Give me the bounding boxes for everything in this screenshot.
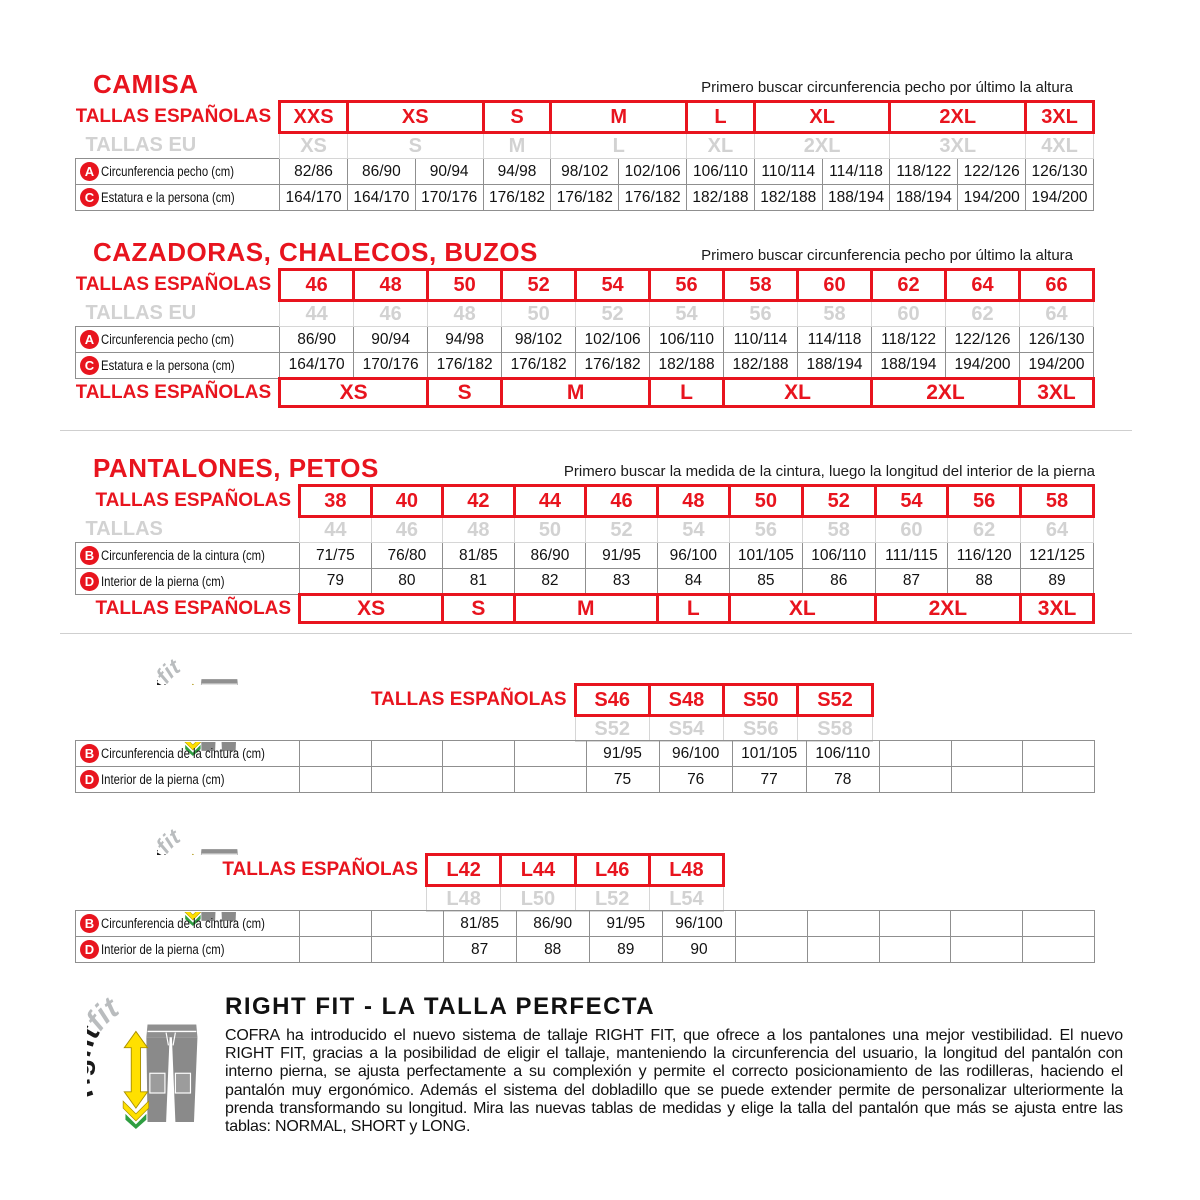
size-es-52: 52 [802,486,875,517]
value-cell: 122/126 [946,327,1020,353]
size-es-58: 58 [1021,486,1094,517]
empty-cell [736,937,808,963]
size-eu-48: 48 [443,517,515,543]
size-es-64: 64 [946,270,1020,301]
value-cell: 81 [443,569,515,595]
section-cazadoras [75,236,1095,408]
empty-cell [879,911,951,937]
value-cell: 81/85 [443,543,515,569]
empty-cell [951,741,1023,767]
value-cell: 81/85 [443,911,516,937]
section-divider [60,633,1132,634]
value-cell: 164/170 [347,185,415,211]
size-es-46: 46 [586,486,658,517]
empty-cell [514,767,586,793]
value-cell: 86/90 [516,911,589,937]
value-cell: 194/200 [1019,353,1093,379]
rightfit-heading: RIGHT FIT - LA TALLA PERFECTA [225,993,656,1020]
row-badge-c-icon: C [80,356,99,375]
size-eu-62: 62 [946,301,1020,327]
row-badge-a-icon: A [80,162,99,181]
size-eu-50: 50 [502,301,576,327]
camisa-title: CAMISA [93,69,199,99]
spanish-sizes-label: TALLAS ESPAÑOLAS [76,486,300,517]
value-cell: 126/130 [1026,159,1094,185]
size-eu-S: S [347,133,483,159]
size-es-52: 52 [502,270,576,301]
value-cell: 164/170 [280,185,348,211]
size-letter-M: M [514,595,657,623]
size-es-48: 48 [657,486,729,517]
value-cell: 87 [443,937,516,963]
value-cell: 94/98 [483,159,551,185]
rightfit-logo [87,985,215,1129]
value-cell: 82 [514,569,586,595]
row-label [76,185,280,211]
eu-sizes-label: TALLAS EU [76,301,280,327]
size-eu-S54: S54 [649,716,723,742]
row-badge-c-icon: C [80,188,99,207]
size-eu-58: 58 [802,517,875,543]
size-eu-52: 52 [586,517,658,543]
row-label [76,937,300,963]
empty-cell [807,937,879,963]
size-eu-64: 64 [1019,301,1093,327]
empty-cell [1023,911,1095,937]
size-es-L48: L48 [649,855,723,886]
empty-cell [879,937,951,963]
size-eu-44: 44 [280,301,354,327]
value-cell: 176/182 [551,185,619,211]
value-cell: 106/110 [802,543,875,569]
empty-cell [880,767,952,793]
value-cell: 114/118 [798,327,872,353]
value-cell: 96/100 [657,543,729,569]
value-cell: 77 [732,767,806,793]
section-pantalones [75,452,1095,624]
size-es-XS: XS [347,102,483,133]
empty-cell [736,911,808,937]
row-label [76,543,300,569]
value-cell: 182/188 [724,353,798,379]
spacer-cell [75,886,427,912]
size-eu-56: 56 [724,301,798,327]
size-eu-52: 52 [576,301,650,327]
short-header-table [75,683,874,742]
size-eu-4XL: 4XL [1026,133,1094,159]
empty-cell [443,741,515,767]
size-es-XL: XL [754,102,890,133]
size-es-L44: L44 [501,855,575,886]
spanish-sizes-label: TALLAS ESPAÑOLAS [76,595,300,623]
size-es-54: 54 [576,270,650,301]
value-cell: 114/118 [822,159,890,185]
value-cell: 89 [1021,569,1094,595]
value-cell: 106/110 [806,741,880,767]
row-label [76,353,280,379]
short-table [75,740,1095,793]
size-eu-L: L [551,133,687,159]
value-cell: 90 [662,937,735,963]
value-cell: 106/110 [650,327,724,353]
row-label [76,159,280,185]
size-eu-46: 46 [371,517,443,543]
size-es-S46: S46 [575,685,649,716]
row-badge-d-icon: D [80,940,99,959]
empty-cell [951,937,1023,963]
size-letter-2XL: 2XL [872,379,1020,407]
value-cell: 126/130 [1019,327,1093,353]
value-cell: 176/182 [576,353,650,379]
size-eu-44: 44 [300,517,372,543]
row-badge-d-icon: D [80,572,99,591]
row-label-text: Interior de la pierna (cm) [101,772,225,787]
value-cell: 86/90 [514,543,586,569]
value-cell: 188/194 [798,353,872,379]
size-eu-S56: S56 [724,716,798,742]
value-cell: 76/80 [371,543,443,569]
size-es-56: 56 [650,270,724,301]
empty-cell [1023,937,1095,963]
long-table [75,910,1095,963]
value-cell: 194/200 [946,353,1020,379]
row-label [76,741,300,767]
value-cell: 188/194 [822,185,890,211]
value-cell: 85 [729,569,802,595]
empty-cell [371,937,443,963]
empty-cell [951,767,1023,793]
value-cell: 90/94 [415,159,483,185]
value-cell: 188/194 [872,353,946,379]
value-cell: 86 [802,569,875,595]
value-cell: 80 [371,569,443,595]
camisa-table [75,100,1095,211]
size-letter-XS: XS [280,379,428,407]
value-cell: 76 [659,767,732,793]
row-label-text: Interior de la pierna (cm) [101,942,225,957]
size-eu-56: 56 [729,517,802,543]
size-eu-XL: XL [687,133,755,159]
size-letter-3XL: 3XL [1021,595,1094,623]
spanish-sizes-label: TALLAS ESPAÑOLAS [75,685,575,716]
row-badge-b-icon: B [80,744,99,763]
cazadoras-note: Primero buscar circunferencia pecho por último la altura [701,247,1073,264]
value-cell: 88 [516,937,589,963]
spacer-cell [75,716,575,742]
size-es-L42: L42 [427,855,501,886]
empty-cell [880,741,952,767]
value-cell: 176/182 [502,353,576,379]
size-es-3XL: 3XL [1026,102,1094,133]
value-cell: 182/188 [687,185,755,211]
value-cell: 75 [586,767,659,793]
size-letter-XS: XS [300,595,443,623]
rightfit-paragraph: COFRA ha introducido el nuevo sistema de tallaje RIGHT FIT, que ofrece a los pantalones una mejor vestibilidad. El nuevo RIGHT FIT, gracias a la posibilidad de eligir el tallaje, manteniendo la circunferencia del usuario, la longitud del pantalón con interno pierna, se ajusta perfectamente a su complexión y permite el correcto posicionamiento de las rodilleras, haciendo el pantalón muy ergonómico. Además el sistema del dobladillo que se puede extender permite de personalizar ulteriormente la prenda transformando su longitud. Mira las nuevas tablas de medidas y elige la talla del pantalón que más se ajusta entre las tablas: NORMAL, SHORT y LONG. [225,1027,1123,1136]
row-label-text: Circunferencia de la cintura (cm) [101,916,265,931]
empty-cell [807,911,879,937]
value-cell: 118/122 [872,327,946,353]
size-eu-64: 64 [1021,517,1094,543]
value-cell: 98/102 [502,327,576,353]
value-cell: 194/200 [958,185,1026,211]
row-label [76,327,280,353]
size-eu-3XL: 3XL [890,133,1026,159]
size-eu-54: 54 [657,517,729,543]
section-camisa [75,68,1095,211]
value-cell: 176/182 [619,185,687,211]
size-eu-L48: L48 [427,886,501,912]
value-cell: 98/102 [551,159,619,185]
value-cell: 170/176 [354,353,428,379]
value-cell: 194/200 [1026,185,1094,211]
size-es-54: 54 [875,486,948,517]
size-es-50: 50 [428,270,502,301]
value-cell: 116/120 [948,543,1021,569]
size-es-40: 40 [371,486,443,517]
size-es-L: L [687,102,755,133]
value-cell: 188/194 [890,185,958,211]
size-es-XXS: XXS [280,102,348,133]
size-es-46: 46 [280,270,354,301]
value-cell: 82/86 [280,159,348,185]
empty-cell [1023,767,1095,793]
size-es-S52: S52 [798,685,872,716]
size-es-S50: S50 [724,685,798,716]
empty-cell [514,741,586,767]
spanish-sizes-label: TALLAS ESPAÑOLAS [76,270,280,301]
value-cell: 83 [586,569,658,595]
size-letter-S: S [443,595,515,623]
size-es-38: 38 [300,486,372,517]
size-letter-3XL: 3XL [1019,379,1093,407]
row-label-text: Circunferencia pecho (cm) [101,164,234,179]
size-letter-2XL: 2XL [875,595,1020,623]
size-eu-XS: XS [280,133,348,159]
row-badge-a-icon: A [80,330,99,349]
empty-cell [1023,741,1095,767]
size-eu-54: 54 [650,301,724,327]
row-label-text: Estatura e la persona (cm) [101,190,235,205]
value-cell: 91/95 [586,543,658,569]
size-es-S: S [483,102,551,133]
row-label [76,911,300,937]
section-rightfit [75,985,1123,1136]
pantalones-title: PANTALONES, PETOS [93,453,379,483]
size-es-S48: S48 [649,685,723,716]
empty-cell [300,741,372,767]
size-es-58: 58 [724,270,798,301]
size-eu-L54: L54 [649,886,723,912]
size-letter-XL: XL [724,379,872,407]
size-letter-M: M [502,379,650,407]
size-eu-60: 60 [872,301,946,327]
value-cell: 106/110 [687,159,755,185]
empty-cell [443,767,515,793]
row-label [76,767,300,793]
value-cell: 101/105 [732,741,806,767]
size-es-M: M [551,102,687,133]
size-eu-58: 58 [798,301,872,327]
row-label-text: Estatura e la persona (cm) [101,358,235,373]
size-eu-62: 62 [948,517,1021,543]
size-eu-S58: S58 [798,716,872,742]
empty-cell [371,741,443,767]
section-long [75,820,1095,965]
size-es-42: 42 [443,486,515,517]
size-eu-2XL: 2XL [754,133,890,159]
row-badge-b-icon: B [80,546,99,565]
empty-cell [300,767,372,793]
empty-cell [300,937,372,963]
long-header-table [75,853,725,912]
pantalones-note: Primero buscar la medida de la cintura, luego la longitud del interior de la pierna [563,463,1095,480]
size-es-48: 48 [354,270,428,301]
value-cell: 121/125 [1021,543,1094,569]
value-cell: 90/94 [354,327,428,353]
cazadoras-table [75,268,1095,408]
value-cell: 86/90 [347,159,415,185]
value-cell: 170/176 [415,185,483,211]
value-cell: 86/90 [280,327,354,353]
row-label [76,569,300,595]
empty-cell [951,911,1023,937]
size-letter-S: S [428,379,502,407]
section-divider [60,430,1132,431]
spanish-sizes-label: TALLAS ESPAÑOLAS [76,102,280,133]
cazadoras-title: CAZADORAS, CHALECOS, BUZOS [93,237,538,267]
value-cell: 101/105 [729,543,802,569]
spanish-sizes-label: TALLAS ESPAÑOLAS [76,379,280,407]
value-cell: 164/170 [280,353,354,379]
size-eu-46: 46 [354,301,428,327]
value-cell: 110/114 [724,327,798,353]
size-es-62: 62 [872,270,946,301]
value-cell: 94/98 [428,327,502,353]
value-cell: 110/114 [754,159,822,185]
value-cell: 176/182 [428,353,502,379]
eu-sizes-label: TALLAS [76,517,300,543]
value-cell: 102/106 [576,327,650,353]
size-eu-L50: L50 [501,886,575,912]
value-cell: 79 [300,569,372,595]
value-cell: 96/100 [659,741,732,767]
value-cell: 102/106 [619,159,687,185]
size-eu-60: 60 [875,517,948,543]
value-cell: 122/126 [958,159,1026,185]
size-eu-48: 48 [428,301,502,327]
value-cell: 91/95 [586,741,659,767]
size-eu-50: 50 [514,517,586,543]
size-letter-L: L [650,379,724,407]
size-es-44: 44 [514,486,586,517]
value-cell: 176/182 [483,185,551,211]
size-letter-XL: XL [729,595,875,623]
value-cell: 96/100 [662,911,735,937]
value-cell: 182/188 [650,353,724,379]
size-letter-L: L [657,595,729,623]
value-cell: 91/95 [589,911,662,937]
size-es-56: 56 [948,486,1021,517]
row-label-text: Circunferencia de la cintura (cm) [101,548,265,563]
pantalones-table [75,484,1095,624]
size-eu-M: M [483,133,551,159]
value-cell: 88 [948,569,1021,595]
empty-cell [371,767,443,793]
eu-sizes-label: TALLAS EU [76,133,280,159]
row-label-text: Circunferencia pecho (cm) [101,332,234,347]
size-es-60: 60 [798,270,872,301]
size-eu-S52: S52 [575,716,649,742]
row-badge-d-icon: D [80,770,99,789]
value-cell: 118/122 [890,159,958,185]
value-cell: 78 [806,767,880,793]
spanish-sizes-label: TALLAS ESPAÑOLAS [75,855,427,886]
row-label-text: Interior de la pierna (cm) [101,574,225,589]
row-label-text: Circunferencia de la cintura (cm) [101,746,265,761]
value-cell: 71/75 [300,543,372,569]
value-cell: 87 [875,569,948,595]
value-cell: 84 [657,569,729,595]
size-es-66: 66 [1019,270,1093,301]
size-es-50: 50 [729,486,802,517]
section-short [75,650,1095,795]
size-es-L46: L46 [575,855,649,886]
camisa-note: Primero buscar circunferencia pecho por último la altura [701,79,1073,96]
value-cell: 111/115 [875,543,948,569]
row-badge-b-icon: B [80,914,99,933]
value-cell: 182/188 [754,185,822,211]
empty-cell [300,911,372,937]
size-eu-L52: L52 [575,886,649,912]
empty-cell [371,911,443,937]
value-cell: 89 [589,937,662,963]
size-es-2XL: 2XL [890,102,1026,133]
